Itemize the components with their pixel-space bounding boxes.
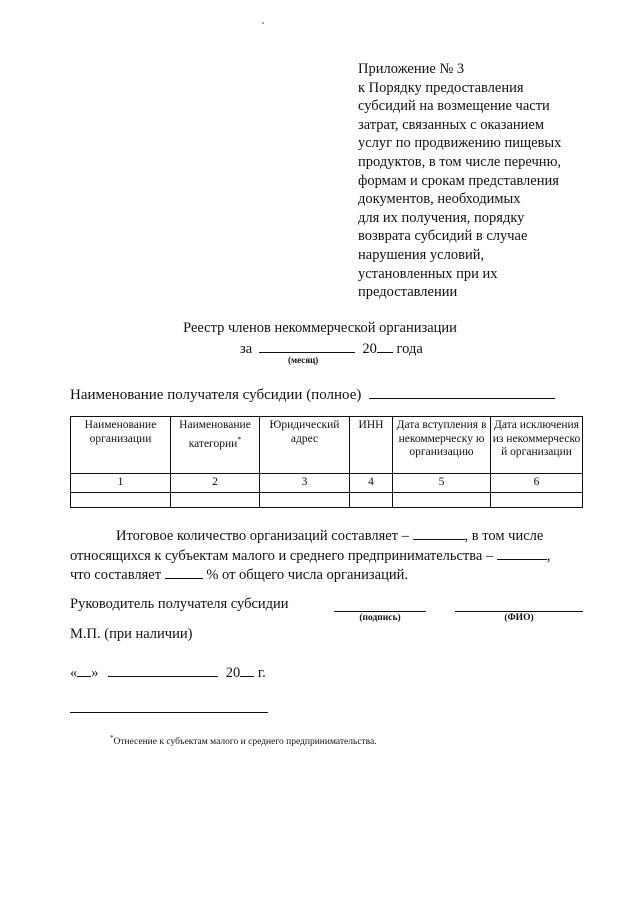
recipient-label: Наименование получателя субсидии (полное) [70,387,362,403]
date-suffix: г. [257,665,266,681]
column-number: 6 [491,474,583,493]
header-cell: Дата вступления в некоммерческу ю организацию [393,417,491,474]
summary-sme-label: относящихся к субъектам малого и среднего предпринимательства – [70,547,494,564]
signature-caption: (подпись) [359,613,401,623]
appendix-line: субсидий на возмещение части [358,98,550,115]
appendix-line: Приложение № 3 [358,61,465,77]
table-cell[interactable] [171,492,260,507]
summary-paragraph [70,527,588,586]
column-number: 1 [71,474,171,493]
appendix-line: формам и срокам представления [358,172,559,189]
scan-artifact [262,22,264,24]
total-count-blank[interactable] [413,527,465,540]
footnote-mark: * [110,734,114,742]
appendix-line: затрат, связанных с оказанием [358,116,545,133]
appendix-line: документов, необходимых [358,191,521,208]
header-cell: ИНН [350,417,393,474]
recipient-row [70,384,555,404]
column-number: 4 [350,474,393,493]
month-caption: (месяц) [288,355,319,365]
month-blank[interactable] [259,338,355,353]
footnote-mark: * [237,434,242,444]
appendix-line: к Порядку предоставления [358,79,524,96]
appendix-line: установленных при их [358,265,498,282]
summary-total-tail: , в том числе [464,528,544,544]
date-year-blank[interactable] [240,662,254,677]
header-cell: Наименование организации [71,417,171,474]
month-date-blank[interactable] [108,662,218,677]
date-year-prefix: 20 [225,665,241,681]
table-cell[interactable] [393,492,491,507]
column-number: 5 [393,474,491,493]
share-percent-blank[interactable] [165,566,203,579]
appendix-line: предоставлении [358,284,458,301]
document-title: Реестр членов некоммерческой организации [183,320,457,336]
appendix-heading [358,60,618,302]
header-cell: Юридический адрес [260,417,350,474]
signature-blank[interactable] [334,611,426,612]
recipient-blank[interactable] [369,384,555,399]
year-blank[interactable] [377,338,393,353]
name-blank[interactable] [455,611,583,612]
appendix-line: нарушения условий, [358,246,485,263]
stamp-label: М.П. (при наличии) [70,626,193,642]
summary-share-label: что составляет [70,567,162,583]
summary-share-tail: % от общего числа организаций. [206,567,408,583]
appendix-line: продуктов, в том числе перечню, [358,153,562,170]
year-prefix: 20 [362,341,377,357]
table-number-row [71,474,583,493]
period-suffix: года [396,341,423,357]
header-cell: Дата исключения из некоммерческо й организации [491,417,583,474]
name-caption: (ФИО) [504,613,534,623]
table-cell[interactable] [260,492,350,507]
summary-sme-tail: , [546,547,551,564]
table-cell[interactable] [350,492,393,507]
table-header-row [71,417,583,474]
sme-count-blank[interactable] [497,547,547,560]
footnote [110,734,377,747]
appendix-line: услуг по продвижению пищевых [358,135,562,152]
table-cell[interactable] [71,492,171,507]
period-prefix: за [240,341,253,357]
period-line [240,338,423,358]
date-open-quote: « [70,665,78,681]
column-number: 2 [171,474,260,493]
table-cell[interactable] [491,492,583,507]
header-cell: Наименование категории* [171,417,260,474]
footnote-text: Отнесение к субъектам малого и среднего предпринимательства. [113,737,377,748]
date-line [70,662,266,682]
date-close-quote: » [91,665,99,681]
registry-table [70,416,583,508]
footnote-divider [70,712,268,713]
table-row [71,492,583,507]
column-number: 3 [260,474,350,493]
signature-label: Руководитель получателя субсидии [70,596,289,612]
appendix-line: возврата субсидий в случае [358,228,528,245]
appendix-line: для их получения, порядку [358,209,525,226]
summary-total-label: Итоговое количество организаций составляет – [116,528,409,544]
day-blank[interactable] [77,662,91,677]
